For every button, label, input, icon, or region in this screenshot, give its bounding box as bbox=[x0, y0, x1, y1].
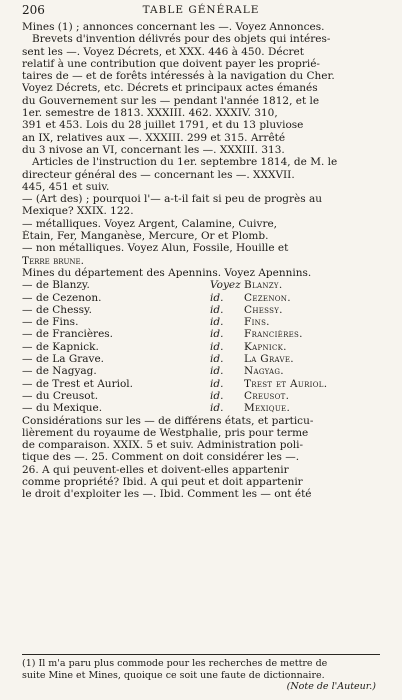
entry-line: 1er. semestre de 1813. XXXIII. 462. XXXIV. 310, bbox=[22, 107, 278, 120]
ref-cell: id. bbox=[210, 328, 224, 341]
ref-cell: id. bbox=[210, 303, 224, 316]
table-row bbox=[22, 402, 327, 414]
entry-line: lièrement du royaume de Westphalie, pris pour terme bbox=[22, 426, 309, 439]
entry-line: tique des —. 25. Comment on doit considérer les —. bbox=[22, 451, 300, 464]
table-row bbox=[22, 316, 327, 328]
dash-cell: — bbox=[22, 377, 33, 390]
target-cell: Nagyag. bbox=[244, 365, 284, 378]
table-row bbox=[22, 365, 327, 377]
mines-cross-reference-table bbox=[22, 279, 327, 414]
table-row bbox=[22, 353, 327, 365]
entry-line: Articles de l'instruction du 1er. septembre 1814, de M. le bbox=[32, 156, 338, 169]
entry-line: sent les —. Voyez Décrets, et XXX. 446 à 450. Décret bbox=[22, 45, 304, 58]
table-row bbox=[22, 341, 327, 353]
table-row bbox=[22, 279, 327, 291]
entry-line: de comparaison. XXIX. 5 et suiv. Administration poli- bbox=[22, 439, 304, 452]
place-cell: de La Grave. bbox=[36, 353, 104, 366]
footnote-line: suite Mine et Mines, quoique ce soit une faute de dictionnaire. bbox=[22, 669, 325, 681]
dash-cell: — bbox=[22, 340, 33, 353]
place-cell: de Kapnick. bbox=[36, 340, 99, 353]
table-row bbox=[22, 390, 327, 402]
footnote-divider bbox=[22, 654, 380, 655]
dash-cell: — bbox=[22, 389, 33, 402]
entry-line: directeur général des — concernant les —. XXXVII. bbox=[22, 168, 295, 181]
entry-line: taires de — et de forêts intéressés à la navigation du Cher. bbox=[22, 70, 335, 83]
target-cell: Mexique. bbox=[244, 402, 291, 415]
place-cell: de Nagyag. bbox=[36, 365, 97, 378]
target-cell: La Grave. bbox=[244, 353, 294, 366]
entry-line: Considérations sur les — de différens états, et particu- bbox=[22, 414, 314, 427]
dash-cell: — bbox=[22, 279, 33, 292]
ref-cell: id. bbox=[210, 402, 224, 415]
entry-line: Étain, Fer, Manganèse, Mercure, Or et Plomb. bbox=[22, 230, 269, 243]
index-body bbox=[22, 21, 380, 501]
target-cell: Kapnick. bbox=[244, 340, 287, 353]
table-row bbox=[22, 292, 327, 304]
target-cell: Cezenon. bbox=[244, 291, 291, 304]
place-cell: de Blanzy. bbox=[36, 279, 90, 292]
entry-line: Terre brune. bbox=[22, 254, 84, 267]
footnote-line: (1) Il m'a paru plus commode pour les recherches de mettre de bbox=[22, 658, 328, 669]
entry-line: Mexique? XXIX. 122. bbox=[22, 205, 134, 218]
place-cell: de Chessy. bbox=[36, 303, 92, 316]
entry-line: — non métalliques. Voyez Alun, Fossile, Houille et bbox=[22, 242, 289, 255]
entry-line: relatif à une contribution que doivent payer les proprié- bbox=[22, 57, 320, 70]
entry-line: Mines (1) ; annonces concernant les —. Voyez Annonces. bbox=[22, 21, 325, 33]
footnote bbox=[22, 658, 380, 693]
place-cell: du Mexique. bbox=[36, 402, 103, 415]
dash-cell: — bbox=[22, 328, 33, 341]
dash-cell: — bbox=[22, 402, 33, 415]
footnote-signature: (Note de l'Auteur.) bbox=[286, 681, 376, 692]
place-cell: de Francières. bbox=[36, 328, 114, 341]
running-title: TABLE GÉNÉRALE bbox=[142, 4, 260, 16]
dash-cell: — bbox=[22, 316, 33, 329]
place-cell: de Fins. bbox=[36, 316, 79, 329]
target-cell: Francières. bbox=[244, 328, 303, 341]
ref-cell: id. bbox=[210, 316, 224, 329]
target-cell: Fins. bbox=[244, 316, 270, 329]
entry-line: — (Art des) ; pourquoi l'— a-t-il fait si peu de progrès au bbox=[22, 193, 322, 206]
table-row bbox=[22, 304, 327, 316]
target-cell: Creusot. bbox=[244, 389, 290, 402]
entry-line: le droit d'exploiter les —. Ibid. Comment les — ont été bbox=[22, 488, 312, 501]
entry-line: comme propriété? Ibid. A qui peut et doit appartenir bbox=[22, 475, 303, 488]
running-header bbox=[22, 3, 380, 21]
entry-line: an IX, relatives aux —. XXXIII. 299 et 315. Arrêté bbox=[22, 131, 286, 144]
place-cell: de Trest et Auriol. bbox=[36, 377, 133, 390]
target-cell: Trest et Auriol. bbox=[244, 377, 328, 390]
dash-cell: — bbox=[22, 365, 33, 378]
target-cell: Blanzy. bbox=[244, 279, 283, 292]
dash-cell: — bbox=[22, 353, 33, 366]
entry-line: Mines du département des Apennins. Voyez Apennins. bbox=[22, 266, 312, 279]
entry-line: du Gouvernement sur les — pendant l'année 1812, et le bbox=[22, 94, 320, 107]
entry-line: 445, 451 et suiv. bbox=[22, 180, 110, 193]
entry-line: Voyez Décrets, etc. Décrets et principaux actes émanés bbox=[22, 82, 318, 95]
target-cell: Chessy. bbox=[244, 303, 283, 316]
table-row bbox=[22, 328, 327, 340]
entry-line: 391 et 453. Lois du 28 juillet 1791, et du 13 pluviose bbox=[22, 119, 304, 132]
ref-cell: id. bbox=[210, 377, 224, 390]
entry-line: Brevets d'invention délivrés pour des objets qui intéres- bbox=[32, 33, 331, 46]
ref-cell: Voyez bbox=[210, 279, 241, 292]
entry-line: — métalliques. Voyez Argent, Calamine, Cuivre, bbox=[22, 217, 278, 230]
dash-cell: — bbox=[22, 303, 33, 316]
table-row bbox=[22, 378, 327, 390]
ref-cell: id. bbox=[210, 365, 224, 378]
place-cell: de Cezenon. bbox=[36, 291, 102, 304]
entry-line: 26. A qui peuvent-elles et doivent-elles appartenir bbox=[22, 463, 289, 476]
entry-line: du 3 nivose an VI, concernant les —. XXXIII. 313. bbox=[22, 143, 285, 156]
ref-cell: id. bbox=[210, 340, 224, 353]
dash-cell: — bbox=[22, 291, 33, 304]
ref-cell: id. bbox=[210, 291, 224, 304]
ref-cell: id. bbox=[210, 353, 224, 366]
place-cell: du Creusot. bbox=[36, 389, 99, 402]
page-number: 206 bbox=[22, 3, 45, 17]
ref-cell: id. bbox=[210, 389, 224, 402]
